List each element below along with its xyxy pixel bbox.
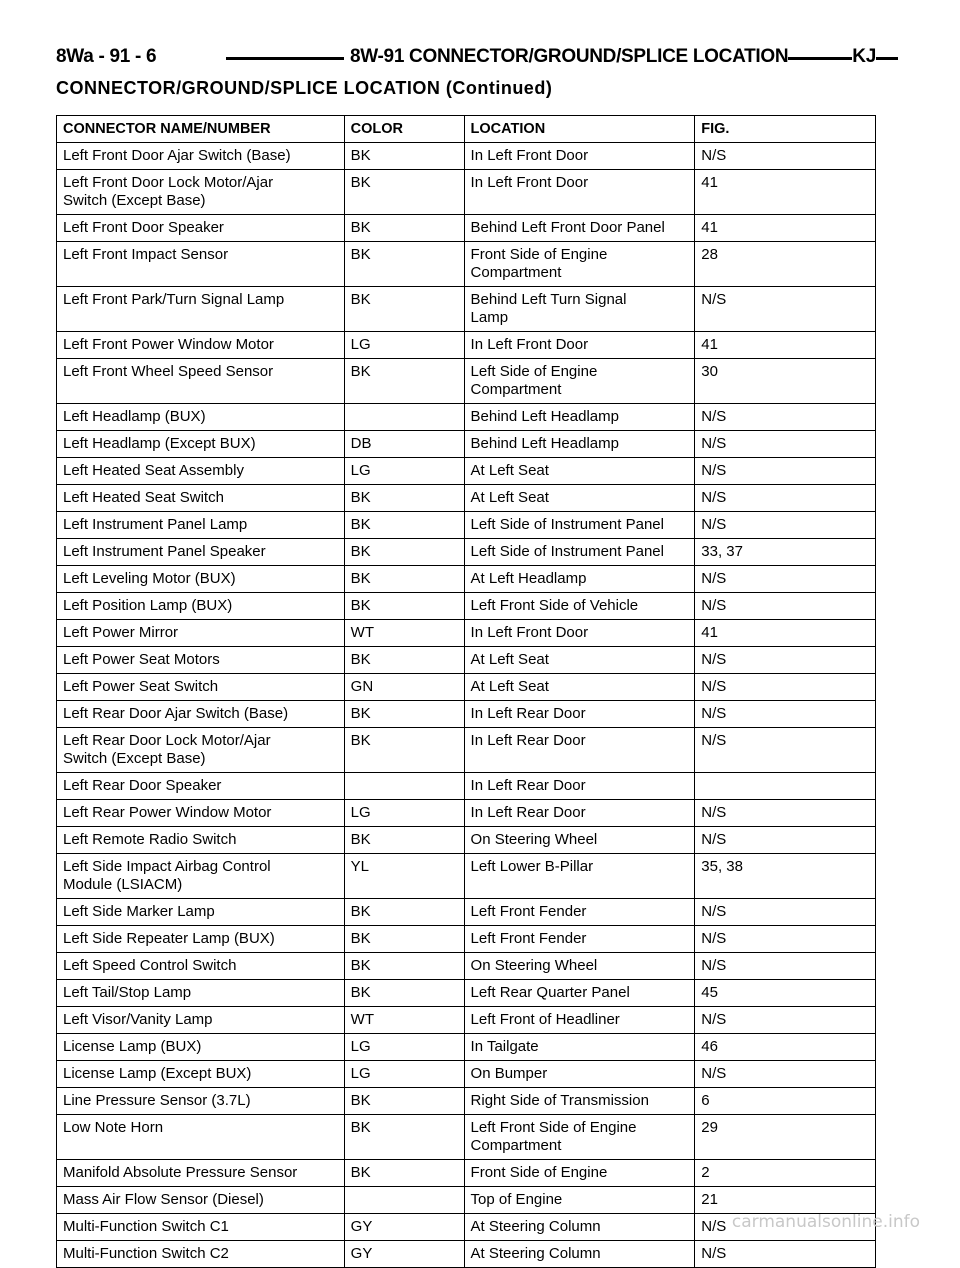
- column-header-fig: FIG.: [695, 116, 876, 143]
- cell-location: Left Front Fender: [464, 899, 695, 926]
- table-row: [57, 458, 876, 485]
- cell-color: GY: [344, 1214, 464, 1241]
- cell-color: YL: [344, 854, 464, 899]
- cell-color: BK: [344, 593, 464, 620]
- cell-fig: N/S: [695, 953, 876, 980]
- cell-fig: 28: [695, 242, 876, 287]
- cell-connector-name: Left Rear Door Lock Motor/Ajar Switch (Except Base): [57, 728, 345, 773]
- column-header-location: LOCATION: [464, 116, 695, 143]
- page-header: [56, 44, 876, 70]
- table-row: [57, 854, 876, 899]
- table-header-row: [57, 116, 876, 143]
- header-rule-left: [226, 57, 344, 60]
- cell-connector-name: Left Visor/Vanity Lamp: [57, 1007, 345, 1034]
- cell-color: LG: [344, 800, 464, 827]
- cell-connector-name: Left Power Mirror: [57, 620, 345, 647]
- table-row: [57, 215, 876, 242]
- cell-color: BK: [344, 1115, 464, 1160]
- cell-fig: N/S: [695, 566, 876, 593]
- cell-fig: 21: [695, 1187, 876, 1214]
- cell-connector-name: Left Rear Door Ajar Switch (Base): [57, 701, 345, 728]
- cell-color: BK: [344, 215, 464, 242]
- cell-location: Left Front Fender: [464, 926, 695, 953]
- cell-fig: N/S: [695, 701, 876, 728]
- cell-color: BK: [344, 287, 464, 332]
- cell-connector-name: Manifold Absolute Pressure Sensor: [57, 1160, 345, 1187]
- cell-location: In Tailgate: [464, 1034, 695, 1061]
- cell-color: LG: [344, 332, 464, 359]
- cell-location: Left Rear Quarter Panel: [464, 980, 695, 1007]
- table-row: [57, 404, 876, 431]
- cell-location: Behind Left Headlamp: [464, 431, 695, 458]
- table-row: [57, 287, 876, 332]
- table-row: [57, 539, 876, 566]
- cell-fig: 2: [695, 1160, 876, 1187]
- cell-fig: N/S: [695, 593, 876, 620]
- cell-location: Left Side of Engine Compartment: [464, 359, 695, 404]
- cell-location: In Left Rear Door: [464, 728, 695, 773]
- table-row: [57, 593, 876, 620]
- cell-fig: N/S: [695, 404, 876, 431]
- cell-connector-name: Left Side Impact Airbag Control Module (LSIACM): [57, 854, 345, 899]
- cell-connector-name: Mass Air Flow Sensor (Diesel): [57, 1187, 345, 1214]
- cell-fig: N/S: [695, 1061, 876, 1088]
- cell-location: On Steering Wheel: [464, 827, 695, 854]
- cell-connector-name: Left Power Seat Motors: [57, 647, 345, 674]
- cell-color: BK: [344, 827, 464, 854]
- cell-connector-name: Left Front Door Speaker: [57, 215, 345, 242]
- cell-connector-name: Left Power Seat Switch: [57, 674, 345, 701]
- cell-color: GY: [344, 1241, 464, 1268]
- cell-connector-name: Left Rear Power Window Motor: [57, 800, 345, 827]
- table-row: [57, 647, 876, 674]
- cell-fig: N/S: [695, 899, 876, 926]
- cell-location: Top of Engine: [464, 1187, 695, 1214]
- cell-connector-name: Left Speed Control Switch: [57, 953, 345, 980]
- cell-connector-name: Left Side Repeater Lamp (BUX): [57, 926, 345, 953]
- cell-color: BK: [344, 647, 464, 674]
- cell-location: On Bumper: [464, 1061, 695, 1088]
- cell-connector-name: Left Front Park/Turn Signal Lamp: [57, 287, 345, 332]
- cell-connector-name: Left Heated Seat Switch: [57, 485, 345, 512]
- cell-fig: N/S: [695, 800, 876, 827]
- table-row: [57, 143, 876, 170]
- table-row: [57, 242, 876, 287]
- cell-location: At Left Seat: [464, 458, 695, 485]
- cell-connector-name: Left Remote Radio Switch: [57, 827, 345, 854]
- cell-connector-name: Left Front Door Ajar Switch (Base): [57, 143, 345, 170]
- table-row: [57, 800, 876, 827]
- cell-fig: N/S: [695, 512, 876, 539]
- cell-fig: N/S: [695, 728, 876, 773]
- cell-color: LG: [344, 1061, 464, 1088]
- table-row: [57, 773, 876, 800]
- cell-fig: 30: [695, 359, 876, 404]
- cell-fig: N/S: [695, 1241, 876, 1268]
- cell-connector-name: Left Instrument Panel Lamp: [57, 512, 345, 539]
- cell-location: Behind Left Turn Signal Lamp: [464, 287, 695, 332]
- table-row: [57, 953, 876, 980]
- cell-location: Behind Left Front Door Panel: [464, 215, 695, 242]
- cell-color: BK: [344, 980, 464, 1007]
- table-row: [57, 512, 876, 539]
- table-row: [57, 1241, 876, 1268]
- cell-color: BK: [344, 485, 464, 512]
- cell-color: DB: [344, 431, 464, 458]
- column-header-name: CONNECTOR NAME/NUMBER: [57, 116, 345, 143]
- cell-location: Left Front Side of Engine Compartment: [464, 1115, 695, 1160]
- table-row: [57, 1187, 876, 1214]
- cell-location: In Left Rear Door: [464, 701, 695, 728]
- cell-location: Left Side of Instrument Panel: [464, 512, 695, 539]
- cell-location: Left Lower B-Pillar: [464, 854, 695, 899]
- table-row: [57, 926, 876, 953]
- cell-color: [344, 404, 464, 431]
- cell-fig: N/S: [695, 143, 876, 170]
- cell-connector-name: Left Headlamp (BUX): [57, 404, 345, 431]
- table-body: [57, 143, 876, 1268]
- cell-connector-name: Left Heated Seat Assembly: [57, 458, 345, 485]
- cell-connector-name: Left Tail/Stop Lamp: [57, 980, 345, 1007]
- cell-color: LG: [344, 458, 464, 485]
- cell-location: Left Front of Headliner: [464, 1007, 695, 1034]
- model-code: KJ: [852, 46, 876, 67]
- cell-connector-name: Left Front Power Window Motor: [57, 332, 345, 359]
- table-row: [57, 566, 876, 593]
- page-reference: 8Wa - 91 - 6: [56, 46, 157, 67]
- table-row: [57, 701, 876, 728]
- cell-connector-name: Left Front Wheel Speed Sensor: [57, 359, 345, 404]
- cell-fig: 41: [695, 170, 876, 215]
- cell-color: BK: [344, 701, 464, 728]
- cell-connector-name: Left Front Impact Sensor: [57, 242, 345, 287]
- cell-fig: 41: [695, 620, 876, 647]
- cell-location: In Left Front Door: [464, 332, 695, 359]
- cell-fig: 33, 37: [695, 539, 876, 566]
- cell-fig: 45: [695, 980, 876, 1007]
- cell-fig: 41: [695, 332, 876, 359]
- section-title: 8W-91 CONNECTOR/GROUND/SPLICE LOCATION: [350, 46, 789, 67]
- watermark: carmanualsonline.info: [731, 1212, 920, 1232]
- cell-color: LG: [344, 1034, 464, 1061]
- table-row: [57, 1160, 876, 1187]
- cell-connector-name: Line Pressure Sensor (3.7L): [57, 1088, 345, 1115]
- cell-color: BK: [344, 566, 464, 593]
- cell-fig: N/S: [695, 431, 876, 458]
- cell-location: In Left Front Door: [464, 170, 695, 215]
- cell-fig: N/S: [695, 674, 876, 701]
- cell-color: BK: [344, 359, 464, 404]
- cell-location: Left Front Side of Vehicle: [464, 593, 695, 620]
- cell-location: Left Side of Instrument Panel: [464, 539, 695, 566]
- table-row: [57, 827, 876, 854]
- table-row: [57, 980, 876, 1007]
- cell-connector-name: Left Side Marker Lamp: [57, 899, 345, 926]
- cell-color: GN: [344, 674, 464, 701]
- cell-location: On Steering Wheel: [464, 953, 695, 980]
- cell-color: BK: [344, 170, 464, 215]
- cell-fig: N/S: [695, 1007, 876, 1034]
- cell-connector-name: Left Position Lamp (BUX): [57, 593, 345, 620]
- cell-location: In Left Rear Door: [464, 800, 695, 827]
- cell-color: BK: [344, 512, 464, 539]
- cell-fig: N/S: [695, 926, 876, 953]
- table-row: [57, 728, 876, 773]
- cell-color: BK: [344, 926, 464, 953]
- cell-connector-name: Left Instrument Panel Speaker: [57, 539, 345, 566]
- cell-fig: 6: [695, 1088, 876, 1115]
- cell-connector-name: License Lamp (Except BUX): [57, 1061, 345, 1088]
- cell-connector-name: License Lamp (BUX): [57, 1034, 345, 1061]
- cell-fig: N/S: [695, 287, 876, 332]
- table-row: [57, 1061, 876, 1088]
- cell-color: BK: [344, 1088, 464, 1115]
- cell-fig: N/S: [695, 485, 876, 512]
- table-row: [57, 1115, 876, 1160]
- connector-location-table: [56, 115, 876, 1268]
- cell-location: Behind Left Headlamp: [464, 404, 695, 431]
- cell-location: At Steering Column: [464, 1214, 695, 1241]
- cell-fig: N/S: [695, 647, 876, 674]
- table-row: [57, 674, 876, 701]
- cell-color: BK: [344, 899, 464, 926]
- table-row: [57, 1088, 876, 1115]
- cell-fig: N/S: [695, 827, 876, 854]
- cell-color: BK: [344, 242, 464, 287]
- page-subtitle: CONNECTOR/GROUND/SPLICE LOCATION (Continued): [56, 78, 553, 98]
- cell-location: At Steering Column: [464, 1241, 695, 1268]
- cell-connector-name: Left Front Door Lock Motor/Ajar Switch (Except Base): [57, 170, 345, 215]
- cell-fig: 41: [695, 215, 876, 242]
- table-row: [57, 332, 876, 359]
- table-row: [57, 899, 876, 926]
- cell-connector-name: Left Headlamp (Except BUX): [57, 431, 345, 458]
- table-row: [57, 359, 876, 404]
- cell-location: In Left Rear Door: [464, 773, 695, 800]
- cell-fig: N/S: [695, 458, 876, 485]
- cell-fig: N/S: [695, 1214, 876, 1241]
- cell-color: BK: [344, 539, 464, 566]
- cell-connector-name: Left Leveling Motor (BUX): [57, 566, 345, 593]
- table-row: [57, 1007, 876, 1034]
- cell-connector-name: Low Note Horn: [57, 1115, 345, 1160]
- cell-location: In Left Front Door: [464, 620, 695, 647]
- cell-location: Front Side of Engine Compartment: [464, 242, 695, 287]
- cell-location: At Left Seat: [464, 647, 695, 674]
- cell-color: BK: [344, 728, 464, 773]
- cell-color: BK: [344, 143, 464, 170]
- cell-location: At Left Seat: [464, 674, 695, 701]
- cell-fig: [695, 773, 876, 800]
- table-row: [57, 431, 876, 458]
- cell-location: At Left Seat: [464, 485, 695, 512]
- cell-fig: 29: [695, 1115, 876, 1160]
- cell-location: Front Side of Engine: [464, 1160, 695, 1187]
- cell-fig: 46: [695, 1034, 876, 1061]
- table-row: [57, 620, 876, 647]
- cell-location: At Left Headlamp: [464, 566, 695, 593]
- cell-connector-name: Multi-Function Switch C1: [57, 1214, 345, 1241]
- cell-location: In Left Front Door: [464, 143, 695, 170]
- table-row: [57, 1034, 876, 1061]
- cell-connector-name: Left Rear Door Speaker: [57, 773, 345, 800]
- cell-color: WT: [344, 1007, 464, 1034]
- table-row: [57, 170, 876, 215]
- cell-location: Right Side of Transmission: [464, 1088, 695, 1115]
- cell-color: [344, 773, 464, 800]
- cell-color: [344, 1187, 464, 1214]
- cell-color: WT: [344, 620, 464, 647]
- cell-color: BK: [344, 1160, 464, 1187]
- cell-fig: 35, 38: [695, 854, 876, 899]
- table-row: [57, 485, 876, 512]
- cell-color: BK: [344, 953, 464, 980]
- cell-connector-name: Multi-Function Switch C2: [57, 1241, 345, 1268]
- column-header-color: COLOR: [344, 116, 464, 143]
